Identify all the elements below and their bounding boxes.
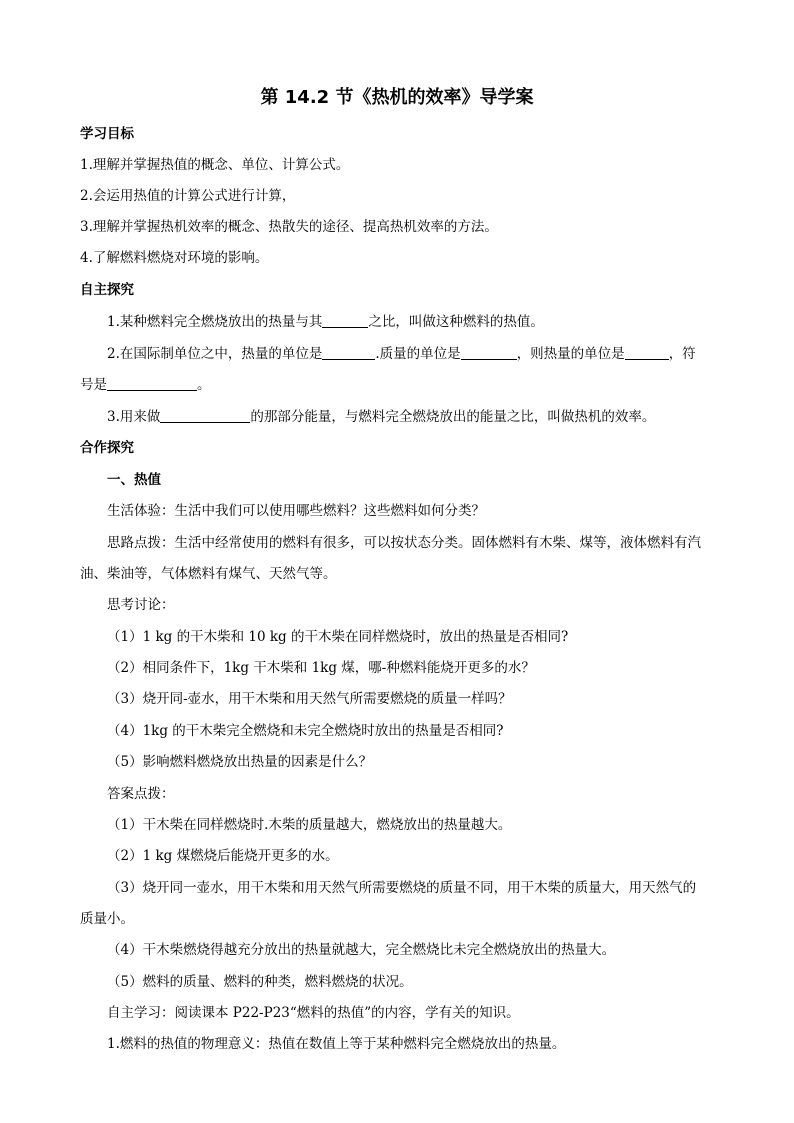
- answer-item-cont: 质量小。: [80, 911, 134, 927]
- goal-item: 3.理解并掌握热机效率的概念、热散失的途径、提高热机效率的方法。: [80, 219, 498, 235]
- answer-item: （3）烧开同一壶水，用干木柴和用天然气所需要燃烧的质量不同，用干木柴的质量大，用天然气的: [107, 880, 697, 896]
- q2-text-a: 2.在国际制单位之中，热量的单位是: [107, 346, 323, 362]
- goals-heading: 学习目标: [80, 126, 134, 142]
- discuss-item: （5）影响燃料燃烧放出热量的因素是什么？: [107, 754, 373, 770]
- page-title: 第 14.2 节《热机的效率》导学案: [260, 87, 534, 108]
- answer-item: （5）燃料的质量、燃料的种类，燃料燃烧的状况。: [107, 974, 413, 990]
- discuss-item: （2）相同条件下，1kg 干木柴和 1kg 煤，哪-种燃料能烧开更多的水？: [107, 660, 535, 676]
- fill-blank[interactable]: [322, 345, 375, 360]
- self-study: 自主学习：阅读课本 P22-P23“燃料的热值”的内容，学有关的知识。: [107, 1005, 520, 1021]
- q2-text-e: 号是: [80, 377, 107, 393]
- hint-line-1: 思路点拨：生活中经常使用的燃料有很多，可以按状态分类。固体燃料有木柴、煤等，液体燃料有汽: [107, 535, 701, 551]
- section-heading: 一、热值: [107, 472, 161, 488]
- q2-text-f: 。: [197, 377, 211, 393]
- q1-text-a: 1.某种燃料完全燃烧放出的热量与其: [107, 314, 323, 330]
- fill-blank[interactable]: [322, 313, 368, 328]
- goal-item: 2.会运用热值的计算公式进行计算，: [80, 188, 296, 204]
- question-3: [107, 408, 655, 426]
- goal-item: 4.了解燃料燃烧对环境的影响。: [80, 250, 269, 266]
- fill-blank[interactable]: [461, 345, 517, 360]
- discuss-item: （4）1kg 的干木柴完全燃烧和未完全燃烧时放出的热量是否相同?: [107, 723, 504, 739]
- answer-heading: 答案点拨：: [107, 786, 175, 802]
- fill-blank[interactable]: [160, 408, 250, 423]
- self-explore-heading: 自主探究: [80, 282, 134, 298]
- answer-item: （2）1 kg 煤燃烧后能烧开更多的水。: [107, 848, 339, 864]
- q2-text-c: ，则热量的单位是: [516, 346, 625, 362]
- q3-text-a: 3.用来做: [107, 409, 161, 425]
- fill-blank[interactable]: [625, 345, 669, 360]
- q1-text-b: 之比，叫做这种燃料的热值。: [368, 314, 544, 330]
- discuss-item: （3）烧开同-壶水，用干木柴和用天然气所需要燃烧的质量一样吗？: [107, 691, 512, 707]
- question-2: [107, 345, 696, 363]
- goal-item: 1.理解并掌握热值的概念、单位、计算公式。: [80, 157, 350, 173]
- question-1: [107, 313, 544, 331]
- discuss-heading: 思考讨论：: [107, 597, 175, 613]
- question-2-cont: [80, 376, 211, 394]
- q3-text-b: 的那部分能量，与燃料完全燃烧放出的能量之比，叫做热机的效率。: [250, 409, 656, 425]
- hint-line-2: 油、柴油等，气体燃料有煤气、天然气等。: [80, 566, 337, 582]
- coop-heading: 合作探究: [80, 440, 134, 456]
- answer-item: （4）干木柴燃烧得越充分放出的热量就越大，完全燃烧比未完全燃烧放出的热量大。: [107, 942, 616, 958]
- discuss-item: （1）1 kg 的干木柴和 10 kg 的干木柴在同样燃烧时，放出的热量是否相同?: [107, 629, 569, 645]
- heat-value-meaning: 1.燃料的热值的物理意义：热值在数值上等于某种燃料完全燃烧放出的热量。: [107, 1036, 566, 1052]
- q2-text-b: .质量的单位是: [375, 346, 461, 362]
- life-experience: 生活体验：生活中我们可以使用哪些燃料？这些燃料如何分类？: [107, 503, 485, 519]
- q2-text-d: ，符: [668, 346, 696, 362]
- answer-item: （1）干木柴在同样燃烧时.木柴的质量越大，燃烧放出的热量越大。: [107, 817, 512, 833]
- fill-blank[interactable]: [107, 376, 197, 391]
